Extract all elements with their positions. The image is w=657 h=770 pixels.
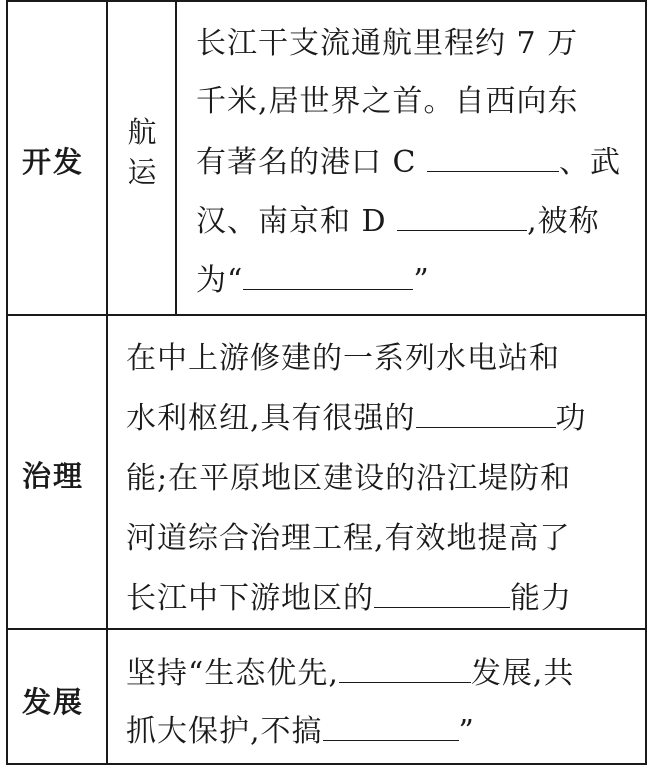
text-span: ,被称 [527,204,600,239]
row-label-governance: 治理 [22,459,85,493]
text-line [196,18,578,62]
sub-label-char: 航 [127,115,157,149]
text-line [196,137,621,181]
text-span: 、武 [559,145,622,180]
text-line [126,648,574,692]
text-line [196,196,600,240]
sub-label-char: 运 [127,155,157,189]
column-divider [106,0,108,763]
text-span: 在中上游修建的一系列水电站和 [126,341,560,376]
text-line [126,513,571,557]
text-line [126,706,475,750]
text-line [126,453,571,497]
text-span: 长江干支流通航里程约 7 万 [196,26,579,61]
table [6,0,647,765]
answer-blank[interactable] [323,712,459,741]
text-span: 抓大保护,不搞 [126,714,323,749]
text-span: 长江中下游地区的 [126,581,374,616]
answer-blank[interactable] [374,579,510,608]
text-line [196,255,430,299]
text-span: 能力 [510,581,572,616]
text-span: 坚持“生态优先, [126,656,339,691]
text-line [196,76,579,120]
row-divider [6,628,647,630]
text-line [126,393,587,437]
answer-blank[interactable] [397,202,527,231]
row-divider [6,314,647,316]
row-label-development-goal: 发展 [22,685,85,719]
sub-column-divider [175,0,177,314]
text-span: ” [413,263,430,298]
answer-blank[interactable] [416,399,556,428]
row-divider [6,0,647,2]
text-span: 能;在平原地区建设的沿江堤防和 [126,461,572,496]
text-span: 千米,居世界之首。自西向东 [196,84,579,119]
answer-blank[interactable] [243,261,413,290]
text-span: 水利枢纽,具有很强的 [126,401,416,436]
sub-label-shipping [122,112,162,192]
text-line [126,573,572,617]
answer-blank[interactable] [427,143,559,172]
row-label-development: 开发 [22,145,85,179]
text-span: 发展,共 [470,656,575,691]
text-span: 有著名的港口 C [196,145,428,180]
text-span: 汉、南京和 D [196,204,398,239]
text-line [126,333,560,377]
text-span: 河道综合治理工程,有效地提高了 [126,521,571,556]
text-span: 为“ [196,263,244,298]
text-span: ” [458,714,475,749]
text-span: 功 [555,401,587,436]
answer-blank[interactable] [339,654,471,683]
